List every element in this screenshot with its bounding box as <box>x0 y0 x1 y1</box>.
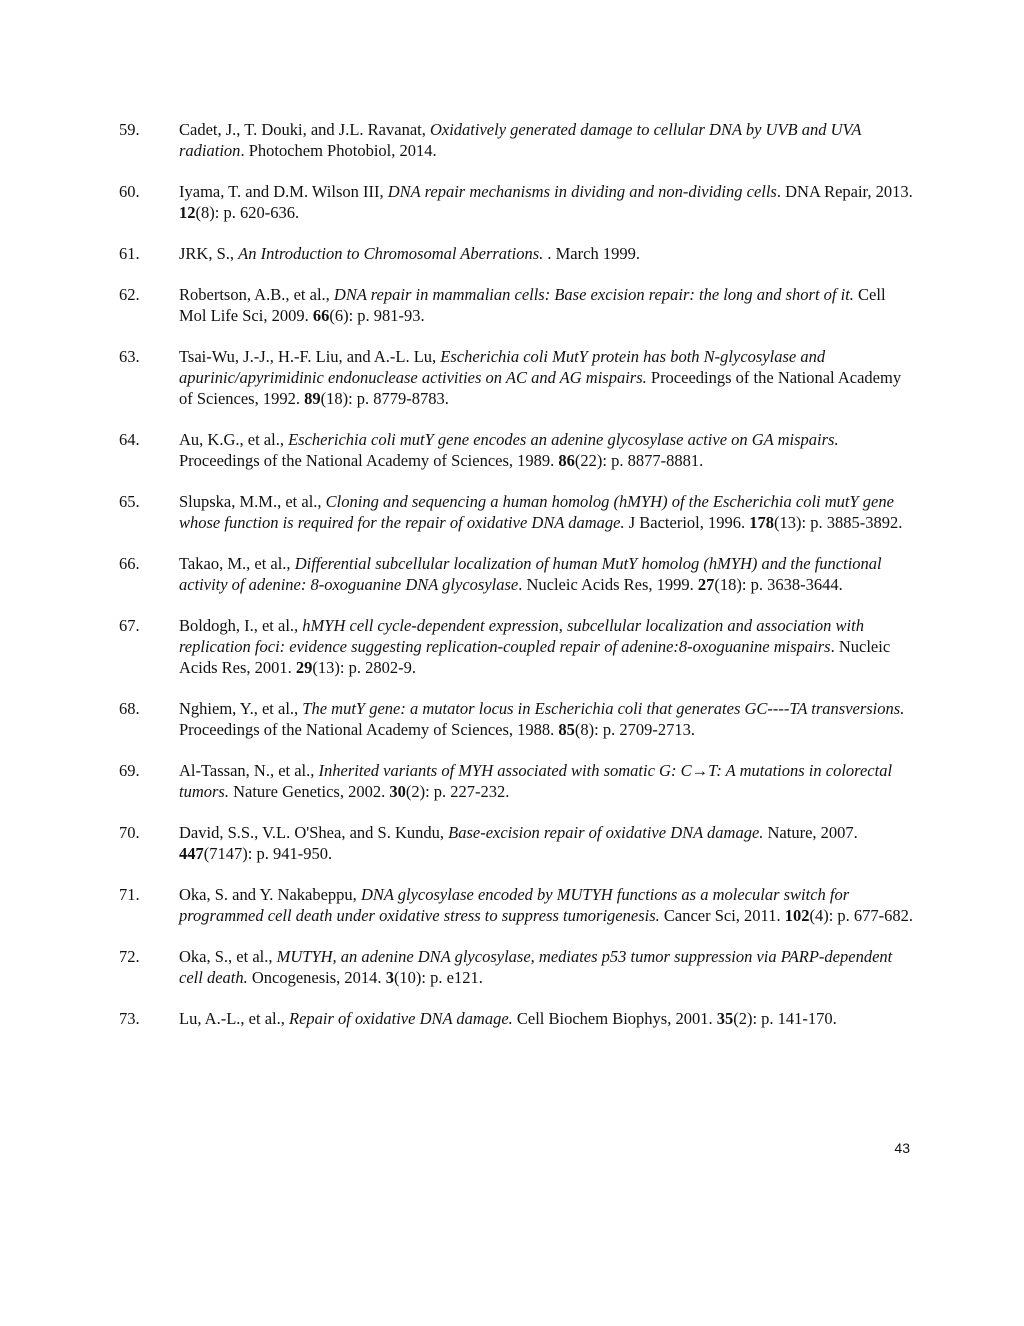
reference-text <box>179 1008 914 1029</box>
reference-number: 65. <box>119 492 140 511</box>
reference-number: 60. <box>119 182 140 201</box>
reference-text <box>179 429 914 471</box>
reference-authors: Boldogh, I., et al., <box>179 616 303 635</box>
reference-authors: David, S.S., V.L. O'Shea, and S. Kundu, <box>179 823 449 842</box>
reference-volume: 86 <box>558 451 575 470</box>
reference-volume: 12 <box>179 203 196 222</box>
reference-pages: (18): p. 3638-3644. <box>714 575 843 594</box>
reference-text <box>179 553 914 595</box>
reference-text <box>179 491 914 533</box>
reference-item <box>119 822 919 864</box>
reference-number: 67. <box>119 616 140 635</box>
reference-pages: (18): p. 8779-8783. <box>320 389 449 408</box>
reference-source: . DNA Repair, 2013. <box>776 182 913 201</box>
reference-title: Base-excision repair of oxidative DNA damage. <box>448 823 764 842</box>
reference-source: Nature Genetics, 2002. <box>228 782 390 801</box>
reference-title: Inherited variants of MYH associated with somatic G: C→T: A mutations in colorectal tumors. <box>179 761 893 801</box>
reference-authors: Takao, M., et al., <box>179 554 295 573</box>
reference-volume: 85 <box>558 720 575 739</box>
reference-item <box>119 760 919 802</box>
reference-volume: 89 <box>304 389 321 408</box>
reference-title: The mutY gene: a mutator locus in Escherichia coli that generates GC----TA transversions. <box>302 699 905 718</box>
reference-item <box>119 698 919 740</box>
reference-item <box>119 946 919 988</box>
reference-volume: 27 <box>697 575 715 594</box>
reference-number: 62. <box>119 285 140 304</box>
reference-authors: Slupska, M.M., et al., <box>179 492 326 511</box>
reference-number: 66. <box>119 554 140 573</box>
reference-pages: (13): p. 3885-3892. <box>774 513 903 532</box>
reference-volume: 447 <box>179 844 204 863</box>
reference-number: 68. <box>119 699 140 718</box>
reference-source: Cancer Sci, 2011. <box>659 906 785 925</box>
reference-volume: 66 <box>312 306 330 325</box>
reference-pages: (10): p. e121. <box>393 968 483 987</box>
reference-title: Differential subcellular localization of human MutY homolog (hMYH) and the functional activity of adenine: 8-oxoguanine DNA glycosylase <box>179 554 882 594</box>
reference-item <box>119 119 919 161</box>
reference-title: DNA repair mechanisms in dividing and non-dividing cells <box>387 182 777 201</box>
reference-text <box>179 946 914 988</box>
reference-text <box>179 181 914 223</box>
reference-title: MUTYH, an adenine DNA glycosylase, mediates p53 tumor suppression via PARP-dependent cell death. <box>179 947 893 987</box>
page-number: 43 <box>894 1140 910 1156</box>
reference-authors: Nghiem, Y., et al., <box>179 699 303 718</box>
reference-item <box>119 346 919 409</box>
reference-authors: Tsai-Wu, J.-J., H.-F. Liu, and A.-L. Lu, <box>179 347 441 366</box>
reference-authors: Al-Tassan, N., et al., <box>179 761 319 780</box>
reference-pages: (8): p. 620-636. <box>195 203 300 222</box>
reference-source: Proceedings of the National Academy of Sciences, 1992. <box>179 368 902 408</box>
reference-title: DNA glycosylase encoded by MUTYH functions as a molecular switch for programmed cell death under oxidative stress to suppress tumorigenesis. <box>179 885 850 925</box>
reference-item <box>119 284 919 326</box>
reference-number: 64. <box>119 430 140 449</box>
reference-item <box>119 181 919 223</box>
reference-number: 63. <box>119 347 140 366</box>
reference-source: . Photochem Photobiol, 2014. <box>240 141 437 160</box>
reference-source: . March 1999. <box>547 244 640 263</box>
reference-authors: Au, K.G., et al., <box>179 430 289 449</box>
reference-text <box>179 822 914 864</box>
reference-title: Oxidatively generated damage to cellular DNA by UVB and UVA radiation <box>179 120 862 160</box>
reference-authors: Oka, S., et al., <box>179 947 277 966</box>
reference-source: Nature, 2007. <box>763 823 858 842</box>
reference-volume: 102 <box>784 906 810 925</box>
reference-source: Cell Mol Life Sci, 2009. <box>179 285 886 325</box>
reference-number: 71. <box>119 885 140 904</box>
reference-item <box>119 491 919 533</box>
reference-number: 61. <box>119 244 140 263</box>
reference-title: Escherichia coli mutY gene encodes an adenine glycosylase active on GA mispairs. <box>288 430 839 449</box>
reference-authors: Robertson, A.B., et al., <box>179 285 334 304</box>
reference-pages: (6): p. 981-93. <box>329 306 425 325</box>
reference-source: Cell Biochem Biophys, 2001. <box>512 1009 717 1028</box>
reference-item <box>119 429 919 471</box>
reference-pages: (13): p. 2802-9. <box>312 658 416 677</box>
reference-pages: (7147): p. 941-950. <box>203 844 333 863</box>
reference-title: Cloning and sequencing a human homolog (hMYH) of the Escherichia coli mutY gene whose function is required for the repair of oxidative DNA damage. <box>179 492 894 532</box>
reference-item <box>119 553 919 595</box>
reference-text <box>179 243 914 264</box>
reference-list <box>119 119 919 1049</box>
reference-authors: Oka, S. and Y. Nakabeppu, <box>179 885 361 904</box>
reference-volume: 30 <box>389 782 406 801</box>
reference-pages: (4): p. 677-682. <box>809 906 914 925</box>
reference-volume: 35 <box>716 1009 734 1028</box>
reference-number: 70. <box>119 823 140 842</box>
reference-title: Escherichia coli MutY protein has both N-glycosylase and apurinic/apyrimidinic endonuclease activities on AC and AG mispairs. <box>179 347 826 387</box>
reference-source: Proceedings of the National Academy of Sciences, 1989. <box>179 451 559 470</box>
reference-text <box>179 346 914 409</box>
reference-authors: Iyama, T. and D.M. Wilson III, <box>179 182 388 201</box>
reference-source: . Nucleic Acids Res, 1999. <box>518 575 698 594</box>
reference-pages: (22): p. 8877-8881. <box>574 451 704 470</box>
reference-item <box>119 884 919 926</box>
reference-pages: (2): p. 141-170. <box>733 1009 837 1028</box>
reference-number: 73. <box>119 1009 140 1028</box>
reference-item <box>119 243 919 264</box>
reference-number: 69. <box>119 761 140 780</box>
reference-text <box>179 698 914 740</box>
reference-text <box>179 760 914 802</box>
reference-item <box>119 1008 919 1029</box>
reference-text <box>179 119 914 161</box>
reference-authors: Lu, A.-L., et al., <box>179 1009 289 1028</box>
reference-title: An Introduction to Chromosomal Aberrations. <box>238 244 548 263</box>
reference-pages: (8): p. 2709-2713. <box>574 720 695 739</box>
reference-pages: (2): p. 227-232. <box>405 782 510 801</box>
reference-text <box>179 884 914 926</box>
reference-number: 59. <box>119 120 140 139</box>
reference-text <box>179 284 914 326</box>
reference-source: Proceedings of the National Academy of Sciences, 1988. <box>179 720 559 739</box>
reference-title: Repair of oxidative DNA damage. <box>288 1009 513 1028</box>
reference-authors: JRK, S., <box>179 244 239 263</box>
reference-volume: 178 <box>749 513 775 532</box>
reference-number: 72. <box>119 947 140 966</box>
reference-title: hMYH cell cycle-dependent expression, subcellular localization and association with replication foci: evidence suggesting replication-coupled repair of adenine:8-oxoguanine mispairs <box>179 616 864 656</box>
reference-authors: Cadet, J., T. Douki, and J.L. Ravanat, <box>179 120 430 139</box>
reference-text <box>179 615 914 678</box>
reference-source: . Nucleic Acids Res, 2001. <box>179 637 891 677</box>
reference-volume: 3 <box>385 968 394 987</box>
reference-title: DNA repair in mammalian cells: Base excision repair: the long and short of it. <box>333 285 854 304</box>
reference-volume: 29 <box>295 658 313 677</box>
reference-item <box>119 615 919 678</box>
reference-source: Oncogenesis, 2014. <box>247 968 386 987</box>
reference-source: J Bacteriol, 1996. <box>624 513 750 532</box>
